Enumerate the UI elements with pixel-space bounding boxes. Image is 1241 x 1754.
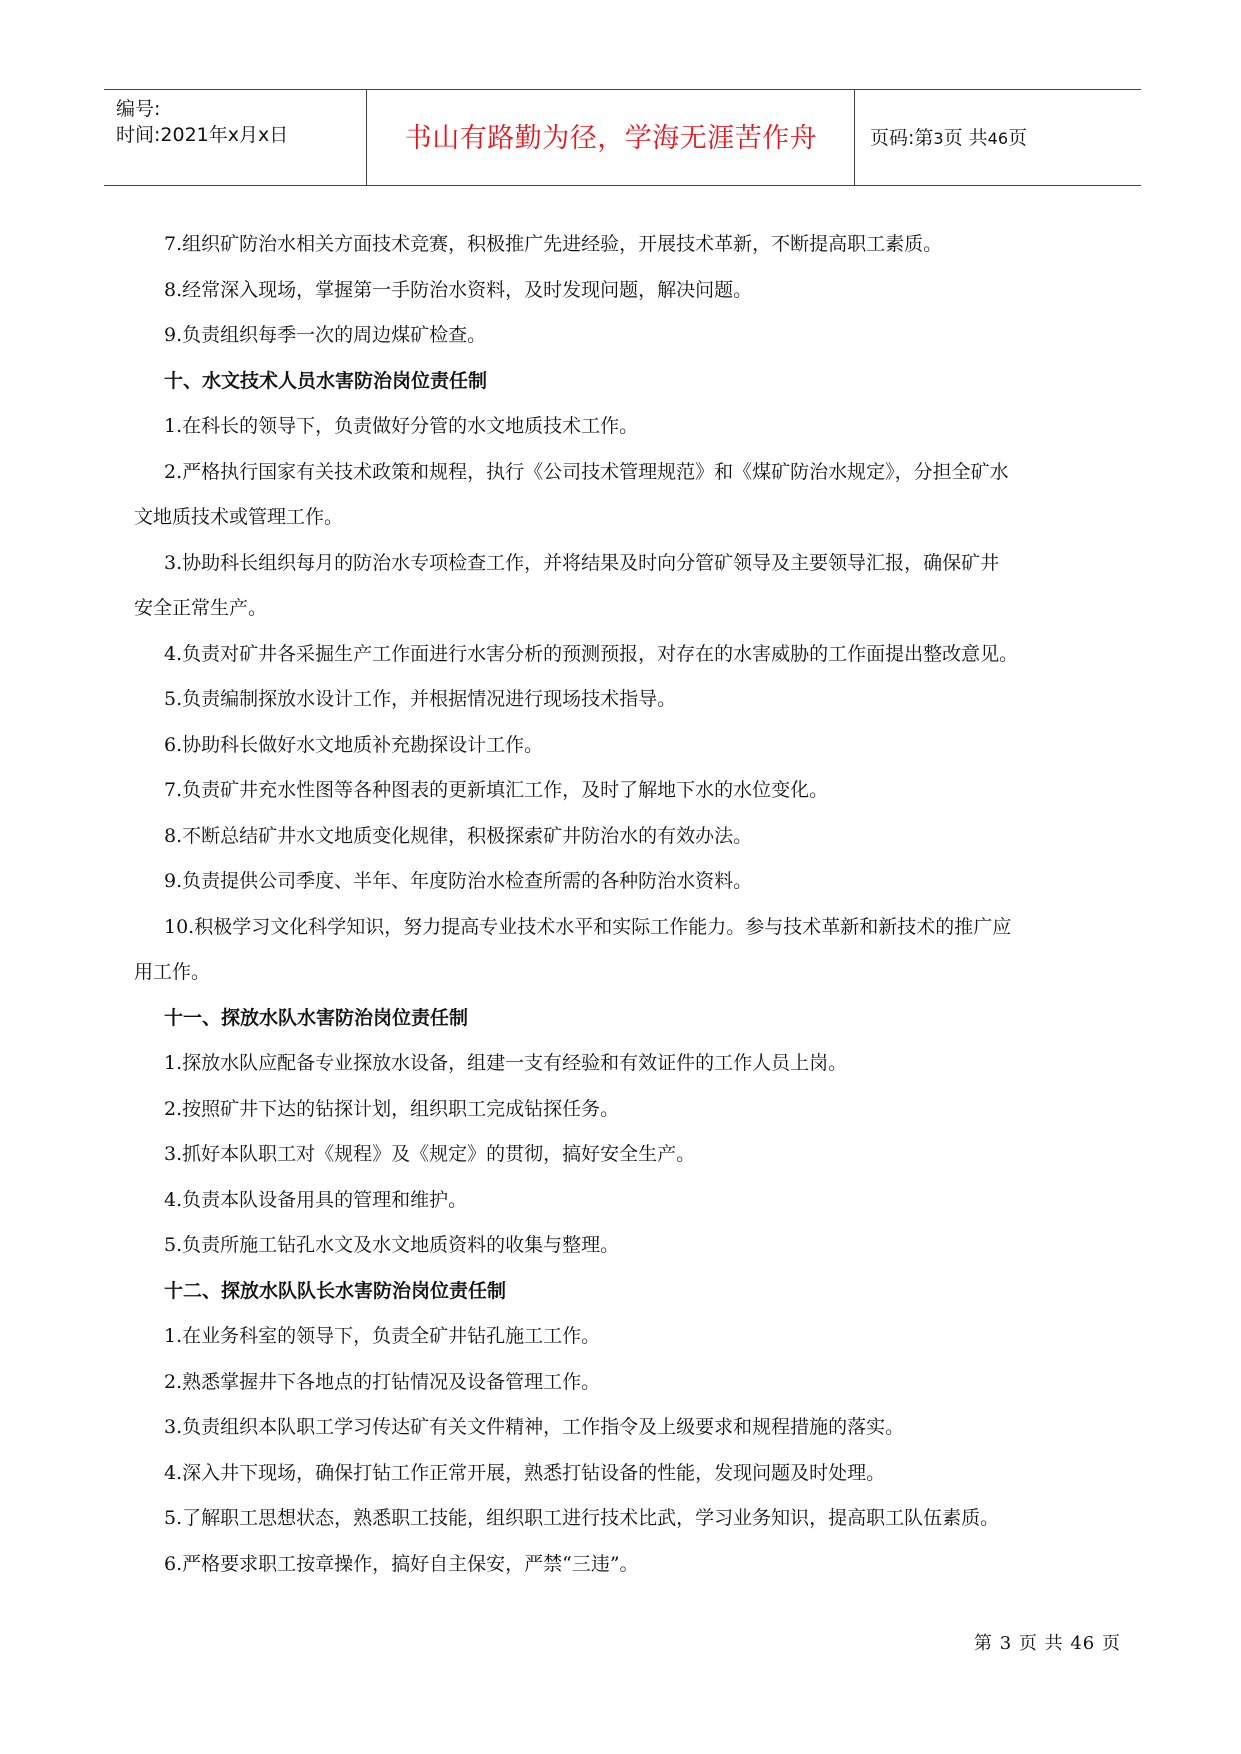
document-body [134,222,1124,1587]
paragraph-line: 5.负责编制探放水设计工作，并根据情况进行现场技术指导。 [164,688,677,710]
paragraph-line: 2.熟悉掌握井下各地点的打钻情况及设备管理工作。 [164,1370,601,1393]
header-page-indicator [870,123,1027,150]
header-info-cell [104,90,367,185]
paragraph-line: 2.按照矿井下达的钻探计划，组织职工完成钻探任务。 [164,1097,620,1120]
paragraph-line: 3.负责组织本队职工学习传达矿有关文件精神，工作指令及上级要求和规程措施的落实。 [164,1416,905,1438]
paragraph-line: 4.负责对矿井各采掘生产工作面进行水害分析的预测预报，对存在的水害威胁的工作面提出整改意见。 [164,642,1019,665]
page-footer-number: 第 3 页 共 46 页 [974,1633,1121,1654]
page-header [104,89,1141,186]
paragraph-line: 4.深入井下现场，确保打钻工作正常开展，熟悉打钻设备的性能，发现问题及时处理。 [164,1461,886,1484]
header-page-label: 页码:第 [870,127,934,149]
paragraph-line: 1.在业务科室的领导下，负责全矿井钻孔施工工作。 [164,1325,601,1347]
paragraph-line: 6.严格要求职工按章操作，搞好自主保安，严禁“三违”。 [164,1552,639,1575]
paragraph-line: 文地质技术或管理工作。 [134,506,344,528]
header-page-mid: 页 共 [943,127,988,149]
paragraph-line: 7.负责矿井充水性图等各种图表的更新填汇工作，及时了解地下水的水位变化。 [164,779,829,801]
paragraph-line: 10.积极学习文化科学知识，努力提高专业技术水平和实际工作能力。参与技术革新和新技术的推广应 [164,915,1012,938]
paragraph-line: 1.在科长的领导下，负责做好分管的水文地质技术工作。 [164,415,639,437]
paragraph-line: 1.探放水队应配备专业探放水设备，组建一支有经验和有效证件的工作人员上岗。 [164,1052,848,1074]
header-page-current: 3 [933,129,944,148]
paragraph-line: 安全正常生产。 [134,597,268,619]
section-heading-12: 十二、探放水队队长水害防治岗位责任制 [164,1279,507,1302]
paragraph-line: 9.负责提供公司季度、半年、年度防治水检查所需的各种防治水资料。 [164,870,753,892]
paragraph-line: 8.经常深入现场，掌握第一手防治水资料，及时发现问题，解决问题。 [164,278,753,301]
paragraph-line: 6.协助科长做好水文地质补充勘探设计工作。 [164,733,544,756]
document-number-label: 编号: [116,98,161,120]
paragraph-line: 8.不断总结矿井水文地质变化规律，积极探索矿井防治水的有效办法。 [164,824,753,847]
paragraph-line: 4.负责本队设备用具的管理和维护。 [164,1188,468,1211]
paragraph-line: 2.严格执行国家有关技术政策和规程，执行《公司技术管理规范》和《煤矿防治水规定》，分担全矿水 [164,460,1009,483]
paragraph-line: 3.抓好本队职工对《规程》及《规定》的贯彻，搞好安全生产。 [164,1143,696,1165]
header-page-total: 46 [987,129,1008,148]
paragraph-line: 5.负责所施工钻孔水文及水文地质资料的收集与整理。 [164,1234,620,1256]
paragraph-line: 用工作。 [134,961,211,983]
paragraph-line: 3.协助科长组织每月的防治水专项检查工作，并将结果及时向分管矿领导及主要领导汇报，确保矿井 [164,551,1000,574]
paragraph-line: 7.组织矿防治水相关方面技术竞赛，积极推广先进经验，开展技术革新，不断提高职工素质。 [164,233,943,255]
header-motto: 书山有路勤为径，学海无涯苦作舟 [404,123,818,154]
document-time-label: 时间:2021年x月x日 [116,124,289,146]
paragraph-line: 9.负责组织每季一次的周边煤矿检查。 [164,324,487,346]
section-heading-11: 十一、探放水队水害防治岗位责任制 [164,1006,469,1029]
section-heading-10: 十、水文技术人员水害防治岗位责任制 [164,369,488,392]
header-motto-cell [368,90,855,185]
header-page-cell [856,90,1141,185]
paragraph-line: 5.了解职工思想状态，熟悉职工技能，组织职工进行技术比武，学习业务知识，提高职工队伍素质。 [164,1507,1000,1529]
header-page-end: 页 [1008,127,1028,149]
